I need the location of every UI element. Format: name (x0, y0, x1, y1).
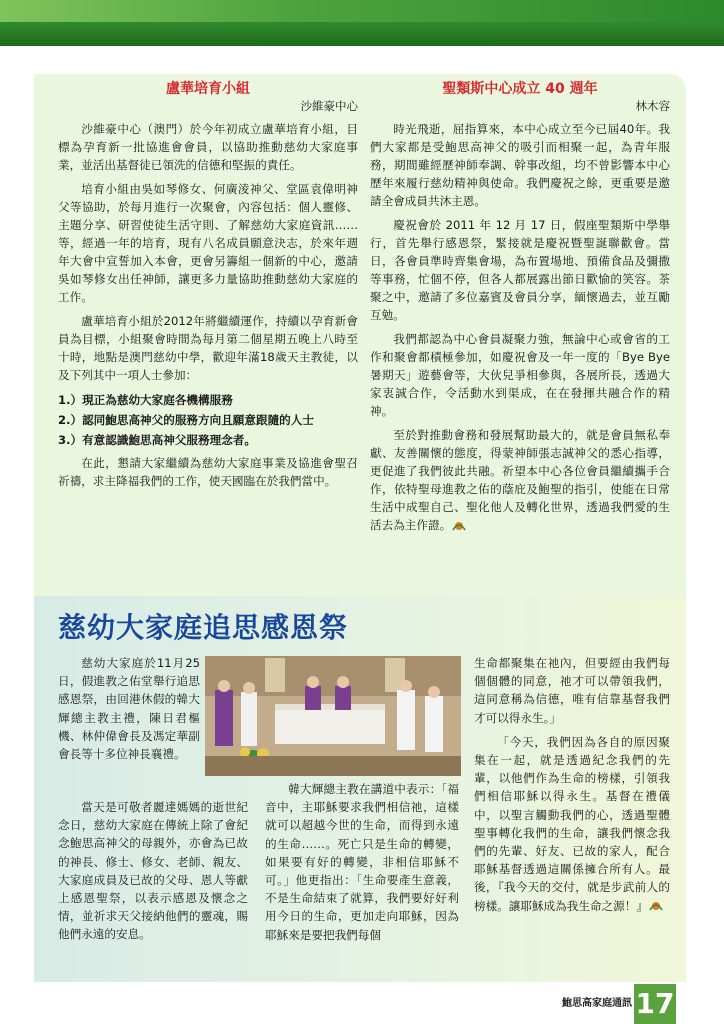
page-number: 17 (634, 984, 676, 1024)
right-article (370, 80, 670, 540)
feature-paragraph: 慈幼大家庭於11月25日，假進教之佑堂舉行追思感恩祭，由回港休假的韓大輝總主教主禮，陳日君樞機、林仲偉會長及馮定華副會長等十多位神長襄禮。 (58, 656, 200, 762)
right-article-paragraph: 時光飛逝，屈指算來，本中心成立至今已屆40年。我們大家都是受鮑思高神父的吸引而相聚一起，為青年服務，期間雖經歷神師奉調、幹事改組，均不曾影響本中心歷年來履行慈幼精神與使命。我們慶祝之餘，更重要是邀請全會成員共沐主恩。 (370, 122, 670, 208)
feature-title: 慈幼大家庭追思感恩祭 (58, 611, 349, 644)
feature-column-1 (58, 654, 200, 769)
feature-closing-text: 「今天，我們因為各自的原因聚集在一起，就是透過紀念我們的先輩，以他們作為生命的榜樣，引領我們相信耶穌以得永生。基督在禮儀中，以聖言觸動我們的心，透過聖體聖事轉化我們的生命，讓我們懷念我們的先輩、好友、已故的家人，配合耶穌基督透過這關係擁合所有人。最後，『我今天的交付，就是步武前人的榜樣。讓耶穌成為我生命之源！』 (474, 734, 670, 913)
eligibility-list (58, 390, 358, 450)
right-article-paragraph: 慶祝會於 2011 年 12 月 17 日，假座聖類斯中學舉行，首先舉行感恩祭，緊接就是慶祝暨聖誕聯歡會。當日，各會員準時齊集會場，為布置場地、預備食品及彌撒等事務，忙個不停，但各人都展露出節日歡愉的笑容。茶聚之中，邀請了多位嘉賓及會員分享，緬懷過去，並互勵互勉。 (370, 218, 670, 322)
left-article-paragraph: 在此，懇請大家繼續為慈幼大家庭事業及協進會聖召祈禱，求主降福我們的工作，使天國臨在於我們當中。 (58, 456, 358, 488)
feature-paragraph (474, 733, 670, 915)
list-item: 1.）現正為慈幼大家庭各機構服務 (58, 393, 233, 407)
left-article-paragraph: 培育小組由吳如琴修女、何廣淩神父、堂區袁偉明神父等協助，於每月進行一次聚會，內容包括：個人靈修、主題分享、研習使徒生活守則、了解慈幼大家庭資訊……等，經過一年的培育，現有八名成員願意決志，於來年週年大會中宣誓加入本會，更會另籌組一個新的中心，邀請吳如琴修女出任神師，讓更多力量協助推動慈幼大家庭的工作。 (58, 182, 358, 304)
right-article-paragraph (370, 426, 670, 534)
feature-column-3 (474, 654, 670, 921)
top-banner-highlight (0, 0, 724, 22)
feature-paragraph: 韓大輝總主教在講道中表示：「福音中，主耶穌要求我們相信祂，這樣就可以超越今世的生命，而得到永遠的生命……。死亡只是生命的轉變，如果要有好的轉變，非相信耶穌不可。」他更指出：「生命要產生意義，不是生命結束了就算，我們要好好利用今日的生命，更加走向耶穌，因為耶穌來是要把我們每個 (265, 782, 459, 942)
left-article-author: 沙維豪中心 (300, 99, 358, 113)
feature-paragraph: 生命都聚集在祂內，但要經由我們每個個體的同意，祂才可以帶領我們，這同意稱為信德，唯有信靠基督我們才可以得永生。」 (474, 656, 670, 725)
end-flourish-icon (451, 520, 467, 532)
right-article-closing-text: 至於對推動會務和發展幫助最大的，就是會員無私奉獻、友善關懷的態度，得蒙神師張志誠神父的悉心指導，更促進了我們彼此共融。祈望本中心各位會員繼續攜手合作，依特聖母進教之佑的蔭庇及鮑聖的指引，使能在日常生活中成聖自己、聖化他人及轉化世界，透過我們愛的生活去為主作證。 (370, 428, 670, 532)
right-article-paragraph: 我們都認為中心會員凝聚力強，無論中心或會省的工作和聚會都積極參加，如慶祝會及一年一度的「Bye Bye 暑期天」遊藝會等，大伙兒爭相參與，各展所長，透過大家衷誠合作，令活動水到渠成，在在發揮共融合作的精神。 (370, 332, 670, 418)
end-flourish-icon (648, 900, 664, 912)
publication-name: 鮑思高家庭通訊 (562, 998, 632, 1009)
mass-photo (205, 656, 461, 776)
feature-column-1-continued (58, 798, 248, 950)
feature-paragraph: 當天是可敬者麗達媽媽的逝世紀念日，慈幼大家庭在傳統上除了會紀念鮑思高神父的母親外，亦會為已故的神長、修士、修女、老師、親友、大家庭成員及已故的父母、恩人等獻上感恩聖祭，以表示感恩及懷念之情，並祈求天父接納他們的靈魂，賜他們永遠的安息。 (58, 800, 248, 942)
right-article-title: 聖類斯中心成立 40 週年 (442, 81, 598, 97)
list-item: 3.）有意認識鮑思高神父服務理念者。 (58, 433, 256, 447)
mass-photo-illustration (205, 656, 461, 776)
left-article-title: 盧華培育小組 (166, 81, 250, 97)
list-item: 2.）認同鮑思高神父的服務方向且願意跟隨的人士 (58, 413, 314, 427)
left-article (58, 80, 358, 496)
feature-column-2 (265, 780, 459, 950)
left-article-paragraph: 盧華培育小組於2012年將繼續運作，持續以孕育新會員為目標，小組聚會時間為每月第二個星期五晚上八時至十時，地點是澳門慈幼中學，歡迎年滿18歲天主教徒，以及下列其中一項人士參加： (58, 314, 358, 382)
right-article-author: 林木容 (635, 99, 670, 113)
left-article-paragraph: 沙維豪中心（澳門）於今年初成立盧華培育小組，目標為孕育新一批協進會會員，以協助推動慈幼大家庭事業，並活出基督徒已領洗的信德和堅振的責任。 (58, 122, 358, 172)
